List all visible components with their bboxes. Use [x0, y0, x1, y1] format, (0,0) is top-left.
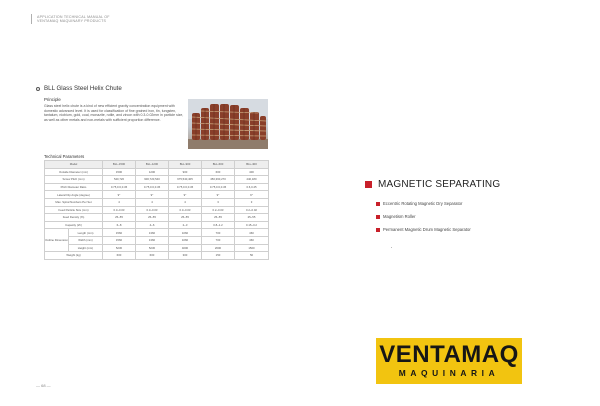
header-line-1: APPLICATION TECHNICAL MANUAL OF [37, 15, 110, 19]
table-row [45, 191, 269, 199]
table-cell: 25~55 [136, 214, 169, 222]
header-divider [31, 14, 32, 24]
table-cell: 0.3~0.03 [136, 206, 169, 214]
table-cell: 3 [235, 198, 269, 206]
table-cell: 25~55 [169, 214, 202, 222]
table-row [45, 252, 269, 260]
table-cell: 1360 [136, 229, 169, 237]
table-header-cell: BLL-1500 [103, 161, 136, 169]
logo-brand-text: VENTAMAQ [379, 341, 519, 368]
table-cell: Width (mm) [69, 236, 103, 244]
table-header-row [45, 161, 269, 169]
section-title: BLL Glass Steel Helix Chute [44, 85, 122, 92]
table-cell: 4 [103, 198, 136, 206]
table-cell: 1360 [136, 236, 169, 244]
principle-label: Principle [44, 97, 61, 102]
table-cell: 4000 [169, 244, 202, 252]
table-title: Technical Parameters [44, 154, 85, 159]
table-cell: Feed Density (%) [45, 214, 103, 222]
table-cell: 1060 [169, 229, 202, 237]
table-cell: 0.75,0.6,0.45 [136, 183, 169, 191]
table-cell: 540,720 [103, 176, 136, 184]
table-cell: 0.75,0.6,0.45 [103, 183, 136, 191]
table-cell: 150 [202, 252, 235, 260]
table-cell: Length (mm) [69, 229, 103, 237]
bullet-circle-icon [36, 87, 40, 91]
table-cell: 0.75,0.6,0.45 [202, 183, 235, 191]
table-cell: 900,720,540 [136, 176, 169, 184]
technical-parameters-table [44, 160, 269, 260]
table-row [45, 168, 269, 176]
table-cell: 600 [202, 168, 235, 176]
table-cell: 0.2~0.03 [202, 206, 235, 214]
table-row [45, 183, 269, 191]
table-cell: Outside Diameter (mm) [45, 168, 103, 176]
table-cell: 1200 [136, 168, 169, 176]
table-cell: 300 [169, 252, 202, 260]
table-cell: Capacity (t/h) [45, 221, 103, 229]
table-cell: 1060 [169, 236, 202, 244]
table-cell: 1560 [103, 229, 136, 237]
table-cell: 2600 [202, 244, 235, 252]
table-cell: 25~55 [235, 214, 269, 222]
table-cell: 50 [235, 252, 269, 260]
table-cell: 4 [136, 198, 169, 206]
table-cell: Pitch Diameter Ratio [45, 183, 103, 191]
table-row [45, 214, 269, 222]
decorative-dot [391, 247, 392, 248]
section-heading [36, 85, 122, 92]
table-cell: 3 [202, 198, 235, 206]
list-item [376, 197, 471, 210]
table-cell: 4 [169, 198, 202, 206]
table-row [45, 198, 269, 206]
table-cell: 1560 [103, 236, 136, 244]
table-cell: 0.2~0.02 [235, 206, 269, 214]
table-row [45, 244, 269, 252]
table-cell: 0.3~0.03 [103, 206, 136, 214]
table-cell: 600 [136, 252, 169, 260]
table-cell: 900 [169, 168, 202, 176]
table-header-cell: BLL-400 [235, 161, 269, 169]
table-cell: 2~3 [169, 221, 202, 229]
table-header-cell: Model [45, 161, 103, 169]
list-item-label: Eccentric Rotating Magnetic Dry Separator [383, 201, 463, 206]
magnetic-product-list [376, 197, 471, 236]
principle-description: Glass steel helix chute is a kind of new efficient gravity concentration equipment with domestic advanced level. It is used for classification of fine grained iron, tin, tungsten, tantalum, niobium, gold, coal, monazite, rutile, and zircon with 0.3-0.02mm in particle size, as well as other metals and non-metals with sufficient proportion difference. [44, 104, 184, 122]
list-item [376, 210, 471, 223]
table-cell: Weight (kg) [45, 252, 103, 260]
table-cell: 675,540,405 [169, 176, 202, 184]
page-header [37, 15, 117, 24]
table-cell: 700 [202, 236, 235, 244]
table-cell: Lateral Dip Angle (degree) [45, 191, 103, 199]
table-header-cell: BLL-600 [202, 161, 235, 169]
table-cell: 5230 [103, 244, 136, 252]
table-cell: 25~55 [103, 214, 136, 222]
table-cell: 460 [235, 236, 269, 244]
table-cell: 25~55 [202, 214, 235, 222]
table-group-label: Outline Dimension [45, 229, 69, 252]
table-cell: 600 [103, 252, 136, 260]
magnetic-heading-marker [365, 181, 372, 188]
table-cell: 0.6,0.45 [235, 183, 269, 191]
table-cell: 240,180 [235, 176, 269, 184]
table-cell: 9° [103, 191, 136, 199]
table-cell: 0.15~0.2 [235, 221, 269, 229]
header-line-2: VENTAMAQ MAQUINARY PRODUCTS [37, 19, 107, 24]
table-cell: 5230 [136, 244, 169, 252]
table-cell: 0.3~0.03 [169, 206, 202, 214]
table-row [45, 206, 269, 214]
table-cell: 0.8~1.2 [202, 221, 235, 229]
helix-chute-photo [188, 99, 268, 149]
table-cell: 9° [136, 191, 169, 199]
ventamaq-logo [376, 338, 522, 384]
table-cell: 400 [235, 168, 269, 176]
table-cell: 1500 [235, 244, 269, 252]
table-cell: 0.75,0.6,0.45 [169, 183, 202, 191]
bullet-square-icon [376, 215, 380, 219]
table-row [45, 229, 269, 237]
table-cell: 460 [235, 229, 269, 237]
magnetic-separating-title: MAGNETIC SEPARATING [378, 179, 501, 190]
table-cell: 9° [202, 191, 235, 199]
table-row [45, 236, 269, 244]
table-cell: Screw Pitch (mm) [45, 176, 103, 184]
page-number: — 68 — [36, 383, 51, 388]
bullet-square-icon [376, 202, 380, 206]
table-header-cell: BLL-900 [169, 161, 202, 169]
table-header-cell: BLL-1200 [136, 161, 169, 169]
table-cell: Feed Particle Size (mm) [45, 206, 103, 214]
table-cell: 9° [235, 191, 269, 199]
table-cell: 9° [169, 191, 202, 199]
table-cell: 700 [202, 229, 235, 237]
logo-sub-text: MAQUINARIA [398, 368, 500, 378]
table-row [45, 221, 269, 229]
table-row [45, 176, 269, 184]
list-item [376, 223, 471, 236]
table-cell: 6~8 [103, 221, 136, 229]
table-cell: Height (mm) [69, 244, 103, 252]
list-item-label: Magnetism Roller [383, 214, 416, 219]
table-cell: 4~6 [136, 221, 169, 229]
bullet-square-icon [376, 228, 380, 232]
list-item-label: Permanent Magnetic Drum Magnetic Separator [383, 227, 471, 232]
table-cell: 450,360,270 [202, 176, 235, 184]
table-cell: 1500 [103, 168, 136, 176]
table-cell: Max. Spiral Numbers Per Set [45, 198, 103, 206]
